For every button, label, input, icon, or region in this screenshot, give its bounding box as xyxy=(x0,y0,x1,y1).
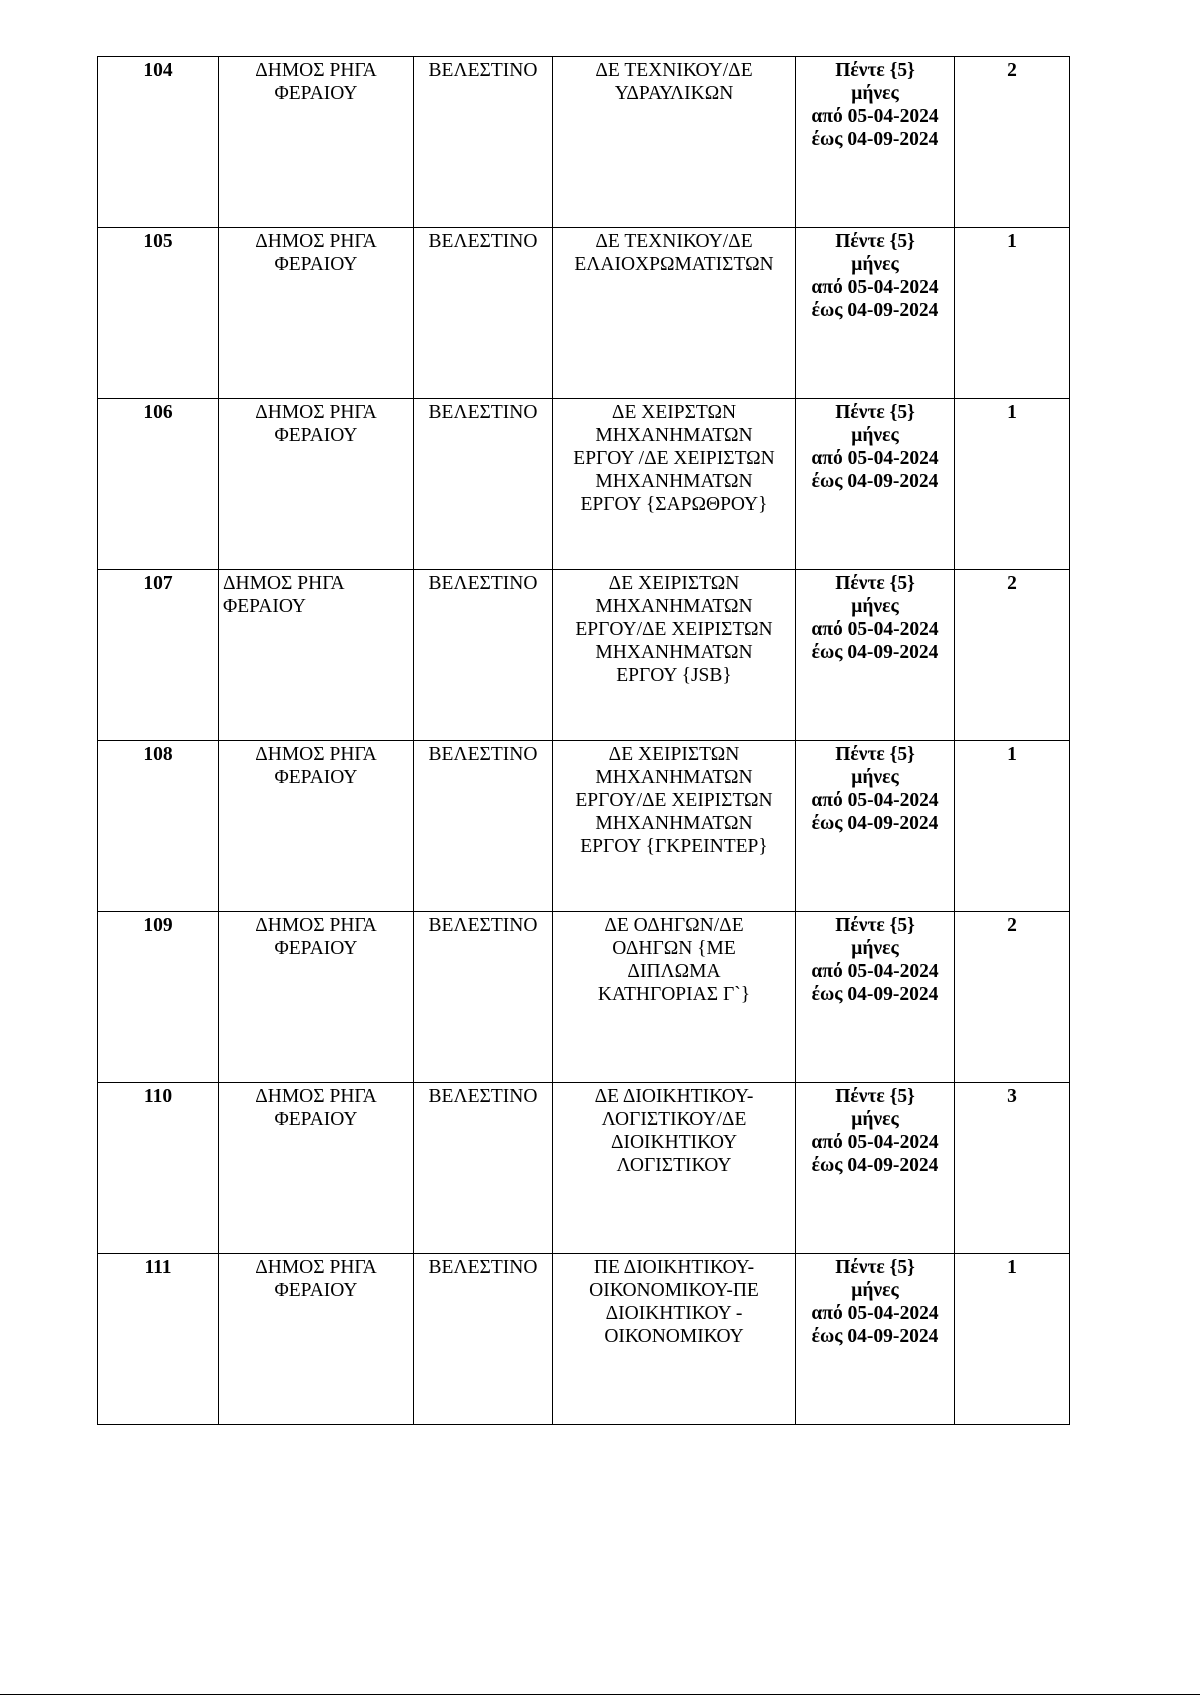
positions-count-cell: 1 xyxy=(955,228,1070,399)
specialty-line: ΔΙΟΙΚΗΤΙΚΟΥ xyxy=(610,1132,738,1153)
municipality-line: ΦΕΡΑΙΟΥ xyxy=(274,254,358,275)
municipality-cell xyxy=(219,741,414,912)
duration-line: Πέντε {5} xyxy=(835,231,915,252)
municipality-cell xyxy=(219,1083,414,1254)
duration-line: από 05-04-2024 xyxy=(811,1132,939,1153)
table-row xyxy=(98,741,1070,912)
specialty-line: ΜΗΧΑΝΗΜΑΤΩΝ xyxy=(595,471,753,492)
municipality-line: ΦΕΡΑΙΟΥ xyxy=(274,1280,358,1301)
positions-count-cell: 2 xyxy=(955,912,1070,1083)
specialty-line: ΕΛΑΙΟΧΡΩΜΑΤΙΣΤΩΝ xyxy=(574,254,774,275)
positions-count-cell: 2 xyxy=(955,570,1070,741)
duration-line: Πέντε {5} xyxy=(835,915,915,936)
specialty-line: ΜΗΧΑΝΗΜΑΤΩΝ xyxy=(595,425,753,446)
municipality-cell xyxy=(219,1254,414,1425)
row-number-cell: 104 xyxy=(98,57,219,228)
specialty-line: ΜΗΧΑΝΗΜΑΤΩΝ xyxy=(595,642,753,663)
municipality-line: ΦΕΡΑΙΟΥ xyxy=(274,83,358,104)
positions-table-body xyxy=(98,57,1070,1425)
duration-line: Πέντε {5} xyxy=(835,744,915,765)
specialty-line: ΜΗΧΑΝΗΜΑΤΩΝ xyxy=(595,596,753,617)
specialty-line: ΔΕ ΧΕΙΡΙΣΤΩΝ xyxy=(608,573,740,594)
area-cell: ΒΕΛΕΣΤΙΝΟ xyxy=(414,228,553,399)
municipality-cell xyxy=(219,399,414,570)
row-number-cell: 108 xyxy=(98,741,219,912)
duration-line: μήνες xyxy=(851,938,899,959)
area-cell: ΒΕΛΕΣΤΙΝΟ xyxy=(414,912,553,1083)
specialty-line: ΔΕ ΤΕΧΝΙΚΟΥ/ΔΕ xyxy=(595,60,753,81)
specialty-cell xyxy=(553,57,796,228)
area-cell: ΒΕΛΕΣΤΙΝΟ xyxy=(414,399,553,570)
municipality-line: ΦΕΡΑΙΟΥ xyxy=(223,596,307,617)
duration-line: από 05-04-2024 xyxy=(811,619,939,640)
row-number-cell: 110 xyxy=(98,1083,219,1254)
specialty-line: ΕΡΓΟΥ /ΔΕ ΧΕΙΡΙΣΤΩΝ xyxy=(573,448,775,469)
duration-cell xyxy=(796,399,955,570)
table-row xyxy=(98,570,1070,741)
specialty-line: ΛΟΓΙΣΤΙΚΟΥ xyxy=(616,1155,732,1176)
duration-cell xyxy=(796,570,955,741)
specialty-cell xyxy=(553,741,796,912)
duration-line: από 05-04-2024 xyxy=(811,277,939,298)
duration-cell xyxy=(796,57,955,228)
specialty-line: ΚΑΤΗΓΟΡΙΑΣ Γ`} xyxy=(597,984,751,1005)
duration-line: από 05-04-2024 xyxy=(811,790,939,811)
duration-line: από 05-04-2024 xyxy=(811,448,939,469)
row-number-cell: 105 xyxy=(98,228,219,399)
duration-line: μήνες xyxy=(851,1280,899,1301)
duration-line: έως 04-09-2024 xyxy=(811,642,939,663)
duration-line: έως 04-09-2024 xyxy=(811,1326,939,1347)
specialty-line: ΕΡΓΟΥ {JSB} xyxy=(616,665,732,686)
specialty-line: ΕΡΓΟΥ {ΣΑΡΩΘΡΟΥ} xyxy=(580,494,768,515)
municipality-cell xyxy=(219,570,414,741)
duration-line: μήνες xyxy=(851,254,899,275)
duration-line: μήνες xyxy=(851,425,899,446)
municipality-line: ΔΗΜΟΣ ΡΗΓΑ xyxy=(255,1257,377,1278)
duration-line: έως 04-09-2024 xyxy=(811,129,939,150)
table-row xyxy=(98,1254,1070,1425)
duration-line: από 05-04-2024 xyxy=(811,106,939,127)
duration-line: έως 04-09-2024 xyxy=(811,471,939,492)
row-number-cell: 106 xyxy=(98,399,219,570)
duration-line: μήνες xyxy=(851,596,899,617)
table-row xyxy=(98,228,1070,399)
duration-line: μήνες xyxy=(851,83,899,104)
positions-count-cell: 1 xyxy=(955,399,1070,570)
duration-cell xyxy=(796,1254,955,1425)
municipality-line: ΔΗΜΟΣ ΡΗΓΑ xyxy=(255,1086,377,1107)
row-number-cell: 107 xyxy=(98,570,219,741)
municipality-line: ΦΕΡΑΙΟΥ xyxy=(274,938,358,959)
positions-count-cell: 3 xyxy=(955,1083,1070,1254)
duration-line: μήνες xyxy=(851,1109,899,1130)
duration-line: Πέντε {5} xyxy=(835,402,915,423)
municipality-line: ΔΗΜΟΣ ΡΗΓΑ xyxy=(255,60,377,81)
row-number-cell: 111 xyxy=(98,1254,219,1425)
specialty-line: ΠΕ ΔΙΟΙΚΗΤΙΚΟΥ- xyxy=(593,1257,755,1278)
specialty-cell xyxy=(553,1083,796,1254)
municipality-cell xyxy=(219,57,414,228)
specialty-cell xyxy=(553,399,796,570)
table-row xyxy=(98,1083,1070,1254)
duration-line: Πέντε {5} xyxy=(835,1086,915,1107)
municipality-line: ΔΗΜΟΣ ΡΗΓΑ xyxy=(255,231,377,252)
specialty-line: ΟΙΚΟΝΟΜΙΚΟΥ-ΠΕ xyxy=(589,1280,759,1301)
positions-count-cell: 1 xyxy=(955,741,1070,912)
duration-line: Πέντε {5} xyxy=(835,573,915,594)
duration-line: από 05-04-2024 xyxy=(811,961,939,982)
municipality-line: ΔΗΜΟΣ ΡΗΓΑ xyxy=(255,402,377,423)
specialty-line: ΜΗΧΑΝΗΜΑΤΩΝ xyxy=(595,767,753,788)
specialty-line: ΔΕ ΟΔΗΓΩΝ/ΔΕ xyxy=(604,915,744,936)
specialty-line: ΟΙΚΟΝΟΜΙΚΟΥ xyxy=(604,1326,744,1347)
positions-count-cell: 1 xyxy=(955,1254,1070,1425)
duration-line: Πέντε {5} xyxy=(835,60,915,81)
specialty-cell xyxy=(553,570,796,741)
municipality-line: ΦΕΡΑΙΟΥ xyxy=(274,1109,358,1130)
area-cell: ΒΕΛΕΣΤΙΝΟ xyxy=(414,57,553,228)
duration-cell xyxy=(796,912,955,1083)
specialty-line: ΥΔΡΑΥΛΙΚΩΝ xyxy=(614,83,734,104)
area-cell: ΒΕΛΕΣΤΙΝΟ xyxy=(414,1254,553,1425)
specialty-cell xyxy=(553,912,796,1083)
duration-line: έως 04-09-2024 xyxy=(811,300,939,321)
duration-cell xyxy=(796,228,955,399)
specialty-cell xyxy=(553,228,796,399)
municipality-cell xyxy=(219,228,414,399)
municipality-line: ΔΗΜΟΣ ΡΗΓΑ xyxy=(255,915,377,936)
area-cell: ΒΕΛΕΣΤΙΝΟ xyxy=(414,741,553,912)
specialty-line: ΟΔΗΓΩΝ {ΜΕ xyxy=(612,938,736,959)
specialty-line: ΔΙΟΙΚΗΤΙΚΟΥ - xyxy=(605,1303,743,1324)
municipality-line: ΔΗΜΟΣ ΡΗΓΑ xyxy=(255,744,377,765)
duration-line: Πέντε {5} xyxy=(835,1257,915,1278)
duration-line: μήνες xyxy=(851,767,899,788)
specialty-line: ΕΡΓΟΥ/ΔΕ ΧΕΙΡΙΣΤΩΝ xyxy=(575,619,773,640)
specialty-line: ΔΕ ΤΕΧΝΙΚΟΥ/ΔΕ xyxy=(595,231,753,252)
area-cell: ΒΕΛΕΣΤΙΝΟ xyxy=(414,570,553,741)
positions-table xyxy=(97,56,1070,1425)
page-bottom-rule xyxy=(0,1694,1200,1695)
positions-count-cell: 2 xyxy=(955,57,1070,228)
specialty-line: ΕΡΓΟΥ {ΓΚΡΕΙΝΤΕΡ} xyxy=(580,836,768,857)
specialty-line: ΛΟΓΙΣΤΙΚΟΥ/ΔΕ xyxy=(601,1109,747,1130)
area-cell: ΒΕΛΕΣΤΙΝΟ xyxy=(414,1083,553,1254)
duration-line: από 05-04-2024 xyxy=(811,1303,939,1324)
specialty-cell xyxy=(553,1254,796,1425)
table-row xyxy=(98,399,1070,570)
municipality-line: ΦΕΡΑΙΟΥ xyxy=(274,767,358,788)
duration-cell xyxy=(796,1083,955,1254)
specialty-line: ΔΙΠΛΩΜΑ xyxy=(627,961,721,982)
specialty-line: ΜΗΧΑΝΗΜΑΤΩΝ xyxy=(595,813,753,834)
specialty-line: ΔΕ ΧΕΙΡΙΣΤΩΝ xyxy=(608,744,740,765)
duration-cell xyxy=(796,741,955,912)
specialty-line: ΔΕ ΧΕΙΡΣΤΩΝ xyxy=(611,402,737,423)
row-number-cell: 109 xyxy=(98,912,219,1083)
municipality-cell xyxy=(219,912,414,1083)
duration-line: έως 04-09-2024 xyxy=(811,813,939,834)
specialty-line: ΕΡΓΟΥ/ΔΕ ΧΕΙΡΙΣΤΩΝ xyxy=(575,790,773,811)
duration-line: έως 04-09-2024 xyxy=(811,984,939,1005)
table-row xyxy=(98,912,1070,1083)
duration-line: έως 04-09-2024 xyxy=(811,1155,939,1176)
municipality-line: ΔΗΜΟΣ ΡΗΓΑ xyxy=(223,573,345,594)
specialty-line: ΔΕ ΔΙΟΙΚΗΤΙΚΟΥ- xyxy=(594,1086,754,1107)
table-row xyxy=(98,57,1070,228)
municipality-line: ΦΕΡΑΙΟΥ xyxy=(274,425,358,446)
